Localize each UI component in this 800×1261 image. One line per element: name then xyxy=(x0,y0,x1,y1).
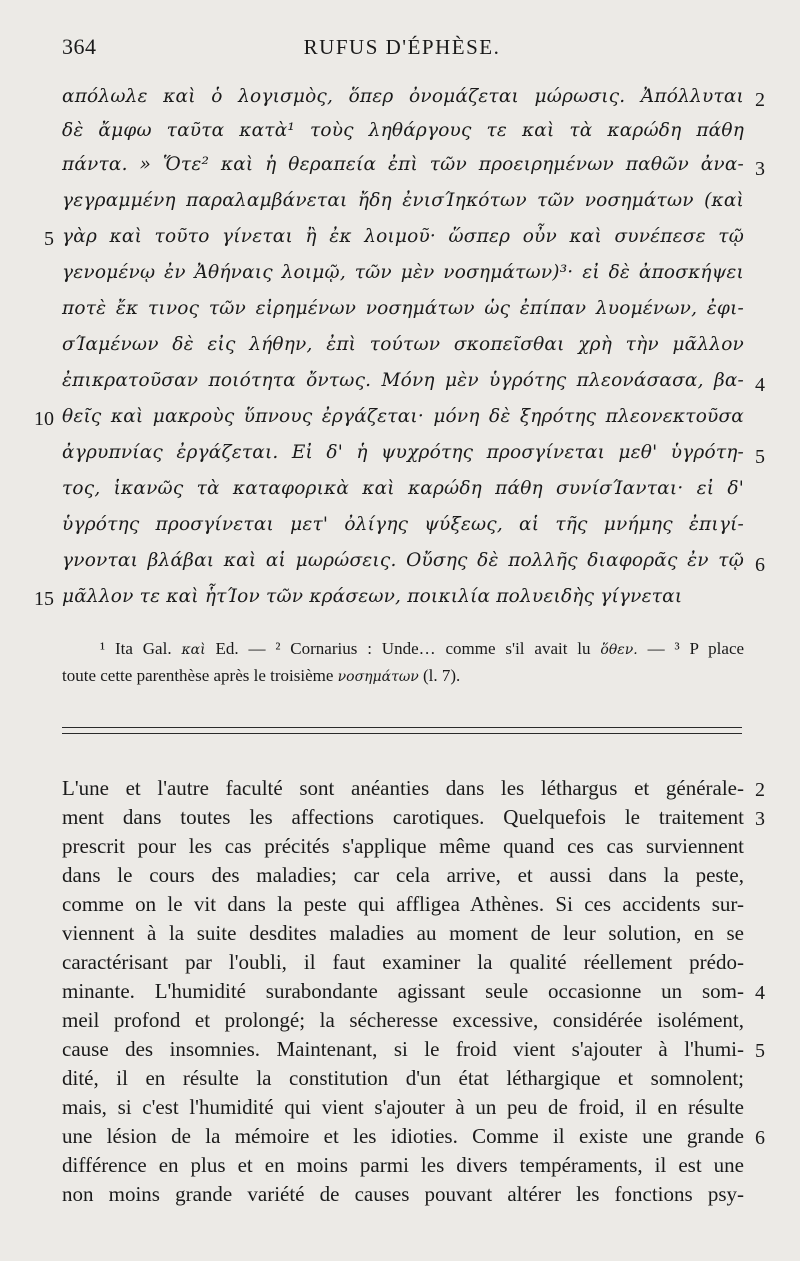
french-line: dité, il en résulte la constitution d'un état léthargique et somnolent; xyxy=(62,1066,744,1090)
french-line: minante. L'humidité surabondante agissant seule occasionne un som- xyxy=(62,979,744,1003)
greek-section-number: 6 xyxy=(755,554,765,576)
greek-line: θεῖς καὶ μακροὺς ὕπνους ἐργάζεται· μόνη δὲ ξηρότης πλεονεκτοῦσα xyxy=(62,406,744,427)
greek-line: πάντα. » Ὅτε² καὶ ἡ θεραπεία ἐπὶ τῶν προειρημένων παθῶν ἀνα- xyxy=(62,154,744,175)
greek-section-number: 4 xyxy=(755,374,765,396)
french-line: comme on le vit dans la peste qui affligea Athènes. Si ces accidents sur- xyxy=(62,892,744,916)
greek-line: γενομένῳ ἐν Ἀθήναις λοιμῷ, τῶν μὲν νοσημάτων)³· εἰ δὲ ἀποσκήψει xyxy=(62,262,744,283)
french-line: non moins grande variété de causes pouvant altérer les fonctions psy- xyxy=(62,1182,744,1206)
french-line: meil profond et prolongé; la sécheresse excessive, considérée isolément, xyxy=(62,1008,744,1032)
footnote-text: Ed. — ² Cornarius : Unde… comme s'il avait lu xyxy=(215,639,591,658)
french-line: mais, si c'est l'humidité qui vient s'ajouter à un peu de froid, il en résulte xyxy=(62,1095,744,1119)
footnote-greek: νοσημάτων xyxy=(337,669,419,685)
french-line: une lésion de la mémoire et les idioties. Comme il existe une grande xyxy=(62,1124,744,1148)
greek-line: σΊαμένων δὲ εἰς λήθην, ἐπὶ τούτων σκοπεῖσθαι χρὴ τὴν μᾶλλον xyxy=(62,334,744,355)
footnote-text: (l. 7). xyxy=(423,666,461,685)
greek-line: ἐπικρατοῦσαν ποιότητα ὄντως. Μόνη μὲν ὑγρότης πλεονάσασα, βα- xyxy=(62,370,744,391)
greek-line: απόλωλε καὶ ὁ λογισμὸς, ὅπερ ὀνομάζεται μώρωσις. Ἀπόλλυται xyxy=(62,86,744,107)
separator-rule-bottom xyxy=(62,733,742,734)
greek-line: ὑγρότης προσγίνεται μετ' ὀλίγης ψύξεως, αἱ τῆς μνήμης ἐπιγί- xyxy=(62,514,744,535)
line-number-5: 5 xyxy=(44,228,54,250)
page-number: 364 xyxy=(62,34,97,59)
footnotes xyxy=(62,636,744,690)
french-line: différence en plus et en moins parmi les divers tempéraments, il est une xyxy=(62,1153,744,1177)
french-line: caractérisant par l'oubli, il faut examiner la qualité réellement prédo- xyxy=(62,950,744,974)
separator-rule-top xyxy=(62,727,742,728)
greek-line: ποτὲ ἔκ τινος τῶν εἰρημένων νοσημάτων ὡς ἐπίπαν λυομένων, ἐφι- xyxy=(62,298,744,319)
greek-line: ἀγρυπνίας ἐργάζεται. Εἰ δ' ἡ ψυχρότης προσγίνεται μεθ' ὑγρότη- xyxy=(62,442,744,463)
footnote-text: toute cette parenthèse après le troisième xyxy=(62,666,334,685)
greek-line: δὲ ἄμφω ταῦτα κατὰ¹ τοὺς ληθάργους τε καὶ τὰ καρώδη πάθη xyxy=(62,120,744,141)
french-section-number: 3 xyxy=(755,808,765,830)
french-line: L'une et l'autre faculté sont anéanties dans les léthargus et générale- xyxy=(62,776,744,800)
greek-line: γὰρ καὶ τοῦτο γίνεται ἢ ἐκ λοιμοῦ· ὥσπερ οὖν καὶ συνέπεσε τῷ xyxy=(62,226,744,247)
line-number-10: 10 xyxy=(34,408,54,430)
footnote-greek: ὅθεν. xyxy=(600,642,638,658)
running-head: RUFUS D'ÉPHÈSE. xyxy=(303,35,501,59)
greek-section-number: 5 xyxy=(755,446,765,468)
french-section-number: 2 xyxy=(755,779,765,801)
french-section-number: 6 xyxy=(755,1127,765,1149)
page-header xyxy=(62,34,742,64)
french-line: dans le cours des maladies; car cela arrive, et aussi dans la peste, xyxy=(62,863,744,887)
footnote-greek: καὶ xyxy=(181,642,206,658)
greek-line: γνονται βλάβαι καὶ αἱ μωρώσεις. Οὔσης δὲ πολλῆς διαφορᾶς ἐν τῷ xyxy=(62,550,744,571)
french-line: ment dans toutes les affections carotiques. Quelquefois le traitement xyxy=(62,805,744,829)
greek-line: γεγραμμένη παραλαμβάνεται ἤδη ἐνισΊηκότων τῶν νοσημάτων (καὶ xyxy=(62,190,744,211)
french-line: cause des insomnies. Maintenant, si le froid vient s'ajouter à l'humi- xyxy=(62,1037,744,1061)
footnote-text: — ³ P place xyxy=(647,639,745,658)
greek-line: τος, ἱκανῶς τὰ καταφορικὰ καὶ καρώδη πάθη συνίσΊανται· εἰ δ' xyxy=(62,478,744,499)
greek-section-number: 3 xyxy=(755,158,765,180)
footnote-line xyxy=(62,663,744,690)
french-line: viennent à la suite desdites maladies au moment de leur solution, en se xyxy=(62,921,744,945)
greek-line: μᾶλλον τε καὶ ἧτΊον τῶν κράσεων, ποικιλία πολυειδὴς γίγνεται xyxy=(62,586,683,607)
line-number-15: 15 xyxy=(34,588,54,610)
greek-section-number: 2 xyxy=(755,89,765,111)
footnote-text: ¹ Ita Gal. xyxy=(100,639,172,658)
french-section-number: 4 xyxy=(755,982,765,1004)
french-line: prescrit pour les cas précités s'applique même quand ces cas surviennent xyxy=(62,834,744,858)
footnote-line xyxy=(62,636,744,663)
french-section-number: 5 xyxy=(755,1040,765,1062)
